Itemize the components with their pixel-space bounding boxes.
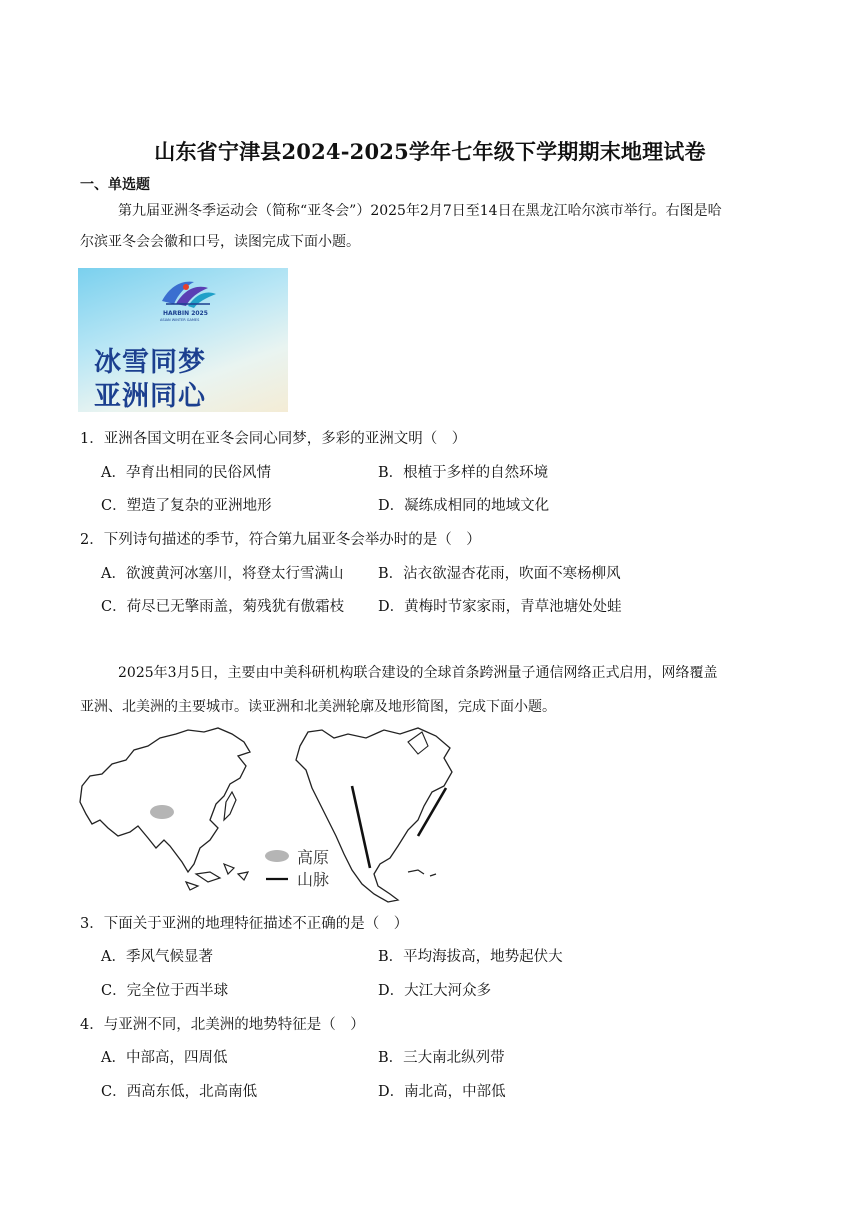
legend-mountain-label: 山脉 — [297, 870, 330, 889]
asia-plateau-marker — [150, 805, 174, 819]
japan-islands — [224, 792, 236, 820]
question-1-option-d[interactable]: D．凝练成相同的地域文化 — [378, 498, 550, 514]
passage2-line2: 亚洲、北美洲的主要城市。读亚洲和北美洲轮廓及地形简图，完成下面小题。 — [80, 699, 556, 715]
rocky-mountains-marker — [352, 786, 370, 868]
question-1-stem: 1．亚洲各国文明在亚冬会同心同梦，多彩的亚洲文明（ ） — [80, 431, 467, 447]
asia-north-america-map — [78, 724, 468, 904]
question-4-option-d[interactable]: D．南北高，中部低 — [378, 1084, 506, 1100]
question-1-option-b[interactable]: B．根植于多样的自然环境 — [378, 465, 549, 481]
legend-plateau-label: 高原 — [297, 848, 330, 867]
question-4-option-b[interactable]: B．三大南北纵列带 — [378, 1050, 505, 1066]
question-3-option-b[interactable]: B．平均海拔高，地势起伏大 — [378, 949, 563, 965]
question-2-option-a[interactable]: A．欲渡黄河冰塞川，将登太行雪满山 — [101, 566, 344, 582]
section-heading: 一、单选题 — [80, 177, 150, 193]
emblem-subtext: ASIAN WINTER GAMES — [160, 318, 200, 322]
question-2-option-c[interactable]: C．荷尽已无擎雨盖，菊残犹有傲霜枝 — [101, 599, 345, 615]
legend-plateau-symbol — [265, 850, 289, 862]
question-2-option-b[interactable]: B．沾衣欲湿杏花雨，吹面不寒杨柳风 — [378, 566, 621, 582]
asia-outline — [80, 728, 250, 872]
slogan-line1: 冰雪同梦 — [94, 347, 206, 378]
passage2-line1: 2025年3月5日，主要由中美科研机构联合建设的全球首条跨洲量子通信网络正式启用，网络覆盖 — [118, 665, 718, 681]
asian-winter-games-banner — [78, 268, 288, 412]
question-4-option-a[interactable]: A．中部高，四周低 — [101, 1050, 228, 1066]
caribbean-islands — [408, 870, 436, 876]
question-2-stem: 2．下列诗句描述的季节，符合第九届亚冬会举办时的是（ ） — [80, 532, 481, 548]
continent-outline-map — [78, 724, 468, 904]
appalachian-mountains-marker — [418, 788, 446, 836]
question-1-option-c[interactable]: C．塑造了复杂的亚洲地形 — [101, 498, 272, 514]
slogan-line2: 亚洲同心 — [94, 381, 206, 412]
passage1-line2: 尔滨亚冬会会徽和口号，读图完成下面小题。 — [80, 234, 360, 250]
question-4-stem: 4．与亚洲不同，北美洲的地势特征是（ ） — [80, 1017, 365, 1033]
emblem-text: HARBIN 2025 — [163, 310, 208, 317]
question-4-option-c[interactable]: C．西高东低，北高南低 — [101, 1084, 258, 1100]
greenland-hint — [408, 732, 428, 754]
page-title: 山东省宁津县2024-2025学年七年级下学期期末地理试卷 — [154, 139, 706, 164]
question-2-option-d[interactable]: D．黄梅时节家家雨，青草池塘处处蛙 — [378, 599, 622, 615]
southeast-asia-islands — [186, 864, 248, 890]
question-3-option-a[interactable]: A．季风气候显著 — [101, 949, 213, 965]
question-3-stem: 3．下面关于亚洲的地理特征描述不正确的是（ ） — [80, 916, 409, 932]
question-3-option-d[interactable]: D．大江大河众多 — [378, 983, 492, 999]
passage1-line1: 第九届亚洲冬季运动会（简称“亚冬会”）2025年2月7日至14日在黑龙江哈尔滨市举行。右图是哈 — [118, 203, 722, 219]
question-3-option-c[interactable]: C．完全位于西半球 — [101, 983, 229, 999]
question-1-option-a[interactable]: A．孕育出相同的民俗风情 — [101, 465, 271, 481]
